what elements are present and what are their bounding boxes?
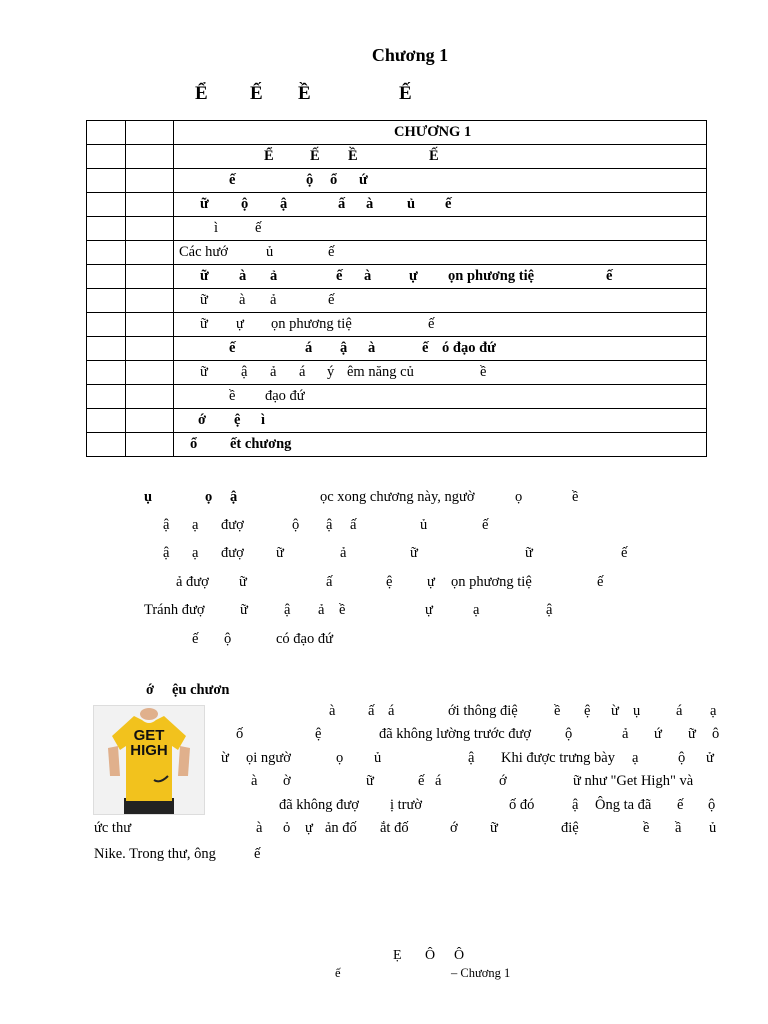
text-fragment: đã không đượ [279, 797, 359, 813]
text-fragment: ả [340, 545, 347, 561]
text-fragment: ế [621, 545, 628, 561]
toc-empty-cell [87, 289, 126, 313]
text-fragment: ản đố [325, 820, 357, 836]
text-fragment: ấ [350, 517, 357, 533]
text-fragment: ề [339, 602, 346, 618]
toc-row [87, 409, 707, 433]
toc-empty-cell [87, 361, 126, 385]
toc-text-fragment: CHƯƠNG 1 [394, 124, 472, 140]
text-fragment: đã không lường trước đượ [379, 726, 532, 742]
toc-row [87, 361, 707, 385]
toc-text-fragment: ộ [306, 172, 314, 188]
toc-empty-cell [87, 433, 126, 457]
toc-empty-cell [87, 121, 126, 145]
toc-text-fragment: ế [336, 268, 343, 284]
text-fragment: Tránh đượ [144, 602, 205, 618]
text-fragment: ạ [192, 545, 199, 561]
toc-empty-cell [87, 217, 126, 241]
text-fragment: Nike. Trong thư, ông [94, 846, 216, 862]
text-fragment: ọi ngườ [246, 750, 291, 766]
toc-entry [174, 265, 707, 289]
heading-fragment: ệu chươn [172, 682, 230, 698]
toc-text-fragment: ữ [200, 196, 209, 212]
text-fragment: ờ [283, 773, 291, 789]
text-fragment: ề [572, 489, 579, 505]
toc-entry [174, 433, 707, 457]
text-fragment: ủ [709, 820, 717, 836]
text-fragment: ớ [450, 820, 458, 836]
toc-text-fragment: ộ [241, 196, 249, 212]
toc-row [87, 169, 707, 193]
text-fragment: ớ [499, 773, 507, 789]
chapter-heading: Chương 1 [371, 45, 449, 65]
toc-text-fragment: ậ [340, 340, 348, 356]
text-fragment: ề [554, 703, 561, 719]
text-fragment: á [676, 703, 683, 719]
text-fragment: ậ [546, 602, 553, 618]
text-fragment: à [256, 820, 263, 836]
toc-row [87, 145, 707, 169]
toc-text-fragment: ủ [266, 244, 274, 260]
title-fragment: Ề [298, 83, 311, 104]
toc-text-fragment: ữ [200, 292, 208, 308]
toc-text-fragment: ứ [359, 172, 368, 188]
footer-fragment: Ô [454, 948, 465, 963]
text-fragment: ộ [708, 797, 716, 813]
text-fragment: ạ [192, 517, 199, 533]
text-fragment: ự [425, 602, 433, 618]
toc-text-fragment: ớ [198, 412, 207, 428]
text-fragment: ọc xong chương này, ngườ [320, 489, 475, 505]
toc-text-fragment: ề [229, 388, 236, 404]
toc-text-fragment: á [299, 364, 306, 380]
toc-empty-cell [87, 265, 126, 289]
text-fragment: ậ [230, 489, 238, 505]
toc-text-fragment: ệ [234, 412, 241, 428]
text-fragment: ọ [515, 489, 523, 505]
toc-text-fragment: ết chương [230, 436, 292, 452]
toc-empty-cell [126, 361, 174, 385]
text-fragment: ầ [675, 820, 682, 836]
toc-text-fragment: à [368, 340, 376, 356]
text-fragment: ế [418, 773, 425, 789]
toc-empty-cell [126, 169, 174, 193]
toc-empty-cell [126, 385, 174, 409]
toc-entry [174, 289, 707, 313]
text-fragment: ố [236, 726, 244, 742]
toc-text-fragment: á [305, 340, 313, 356]
text-fragment: ậ [468, 750, 475, 766]
toc-text-fragment: ả [270, 268, 278, 284]
toc-entry [174, 313, 707, 337]
footer-fragment: – Chương 1 [451, 966, 511, 980]
text-fragment: ế [482, 517, 489, 533]
text-fragment: ậ [284, 602, 291, 618]
toc-text-fragment: à [239, 292, 246, 308]
toc-empty-cell [126, 217, 174, 241]
toc-empty-cell [126, 289, 174, 313]
toc-entry [174, 385, 707, 409]
text-fragment: ự [305, 820, 313, 836]
toc-row [87, 385, 707, 409]
toc-empty-cell [87, 193, 126, 217]
text-fragment: ữ [276, 545, 284, 561]
title-fragment: Ế [250, 83, 263, 104]
toc-text-fragment: ả [270, 364, 277, 380]
text-fragment: ệ [386, 574, 393, 590]
toc-row [87, 337, 707, 361]
text-fragment: ế [192, 631, 199, 647]
toc-text-fragment: ự [236, 316, 244, 332]
text-fragment: ấ [368, 703, 375, 719]
toc-text-fragment: ậ [241, 364, 248, 380]
text-fragment: ọ [205, 489, 213, 505]
toc-text-fragment: à [364, 268, 372, 284]
text-fragment: ạ [710, 703, 717, 719]
toc-text-fragment: Ể [264, 148, 274, 164]
text-fragment: ự [427, 574, 435, 590]
toc-row [87, 289, 707, 313]
toc-text-fragment: ự [409, 268, 418, 284]
text-fragment: ệ [584, 703, 591, 719]
toc-row [87, 265, 707, 289]
toc-text-fragment: ổ [330, 172, 338, 188]
title-fragment: Ể [195, 83, 208, 104]
toc-text-fragment: ổ [190, 436, 198, 452]
text-fragment: ế [254, 846, 261, 862]
text-fragment: ọn phương tiệ [451, 574, 532, 590]
toc-empty-cell [87, 409, 126, 433]
text-fragment: ậ [572, 797, 579, 813]
text-fragment: ữ [490, 820, 498, 836]
text-fragment: ậ [326, 517, 333, 533]
text-fragment: đượ [221, 517, 244, 533]
text-fragment: ô [712, 726, 720, 742]
text-fragment: có đạo đứ [276, 631, 333, 647]
toc-text-fragment: ữ [200, 268, 209, 284]
text-fragment: ế [677, 797, 684, 813]
toc-text-fragment: ả [270, 292, 277, 308]
text-fragment: ụ [633, 703, 641, 719]
toc-text-fragment: ữ [200, 316, 208, 332]
toc-text-fragment: êm năng củ [347, 364, 414, 380]
toc-text-fragment: ế [422, 340, 429, 356]
text-fragment: à [251, 773, 258, 789]
text-fragment: ừ [611, 703, 619, 719]
heading-fragment: ớ [146, 682, 155, 698]
toc-empty-cell [126, 337, 174, 361]
toc-entry [174, 337, 707, 361]
text-fragment: ề [643, 820, 650, 836]
toc-row [87, 313, 707, 337]
text-fragment: ị trườ [390, 797, 423, 813]
text-fragment: ới thông điệ [448, 703, 518, 719]
toc-entry [174, 121, 707, 145]
text-fragment: ố đó [509, 797, 535, 813]
text-fragment: ả [622, 726, 629, 742]
toc-empty-cell [87, 337, 126, 361]
text-fragment: ữ [366, 773, 374, 789]
text-fragment: ữ [239, 574, 247, 590]
toc-entry [174, 169, 707, 193]
text-fragment: ữ [525, 545, 533, 561]
text-fragment: ử [706, 750, 714, 766]
text-fragment: ạ [473, 602, 480, 618]
text-fragment: ức thư [94, 820, 132, 836]
text-fragment: Ông ta đã [595, 797, 652, 813]
text-fragment: ả [318, 602, 325, 618]
toc-empty-cell [87, 385, 126, 409]
text-fragment: á [388, 703, 395, 719]
toc-empty-cell [87, 241, 126, 265]
text-fragment: ạ [632, 750, 639, 766]
footer-fragment: ế [335, 966, 341, 980]
toc-entry [174, 241, 707, 265]
text-fragment: ậ [163, 517, 170, 533]
text-fragment: đượ [221, 545, 244, 561]
toc-text-fragment: Ế [310, 148, 320, 164]
toc-text-fragment: ế [328, 244, 335, 260]
toc-text-fragment: Các hướ [179, 244, 228, 260]
footer-fragment: Ẹ [393, 948, 402, 963]
toc-text-fragment: ế [445, 196, 452, 212]
text-fragment: ừ [221, 750, 229, 766]
text-fragment: Khi được trưng bày [501, 750, 615, 766]
toc-text-fragment: ủ [407, 196, 416, 212]
toc-text-fragment: ậ [280, 196, 288, 212]
get-high-tshirt-image [93, 705, 205, 815]
toc-entry [174, 193, 707, 217]
text-fragment: ữ [240, 602, 248, 618]
toc-empty-cell [87, 313, 126, 337]
toc-row [87, 193, 707, 217]
toc-empty-cell [126, 145, 174, 169]
text-fragment: ấ [326, 574, 333, 590]
toc-empty-cell [87, 169, 126, 193]
table-of-contents [86, 120, 707, 457]
toc-empty-cell [126, 409, 174, 433]
text-fragment: ọ [336, 750, 344, 766]
toc-empty-cell [126, 241, 174, 265]
toc-row [87, 217, 707, 241]
toc-row [87, 241, 707, 265]
toc-entry [174, 217, 707, 241]
text-fragment: ủ [420, 517, 428, 533]
text-fragment: ữ như "Get High" và [573, 773, 694, 789]
toc-entry [174, 361, 707, 385]
text-fragment: ộ [292, 517, 300, 533]
toc-text-fragment: đạo đứ [265, 388, 305, 404]
toc-text-fragment: à [366, 196, 374, 212]
toc-text-fragment: ế [428, 316, 435, 332]
toc-text-fragment: ữ [200, 364, 208, 380]
toc-text-fragment: ì [261, 412, 266, 428]
toc-text-fragment: ế [255, 220, 262, 236]
toc-entry [174, 145, 707, 169]
toc-text-fragment: ấ [338, 196, 346, 212]
toc-text-fragment: ọn phương tiệ [448, 268, 535, 284]
text-fragment: ộ [565, 726, 573, 742]
text-fragment: à [329, 703, 336, 719]
text-fragment: ỏ [283, 820, 291, 836]
toc-text-fragment: ế [328, 292, 335, 308]
toc-row [87, 433, 707, 457]
footer-fragment: Ô [425, 948, 436, 963]
toc-text-fragment: Ế [429, 148, 439, 164]
toc-empty-cell [87, 145, 126, 169]
toc-empty-cell [126, 121, 174, 145]
toc-text-fragment: ọn phương tiệ [271, 316, 352, 332]
text-fragment: ậ [163, 545, 170, 561]
toc-row [87, 121, 707, 145]
text-fragment: ộ [678, 750, 686, 766]
toc-entry [174, 409, 707, 433]
toc-text-fragment: à [239, 268, 247, 284]
toc-text-fragment: ì [214, 220, 219, 236]
text-fragment: ệ [315, 726, 322, 742]
text-fragment: ả đượ [176, 574, 209, 590]
text-fragment: ụ [144, 489, 153, 505]
text-fragment: ế [597, 574, 604, 590]
text-fragment: ứ [654, 726, 662, 742]
toc-empty-cell [126, 193, 174, 217]
title-fragment: Ế [399, 83, 412, 104]
toc-text-fragment: ế [229, 172, 236, 188]
text-fragment: điệ [561, 820, 579, 836]
toc-text-fragment: Ề [348, 148, 358, 164]
toc-empty-cell [126, 313, 174, 337]
text-fragment: á [435, 773, 442, 789]
text-fragment: ắt đố [380, 820, 409, 836]
toc-empty-cell [126, 433, 174, 457]
toc-text-fragment: ế [229, 340, 236, 356]
text-fragment: ữ [688, 726, 696, 742]
toc-empty-cell [126, 265, 174, 289]
toc-text-fragment: ý [327, 364, 335, 380]
text-fragment: ủ [374, 750, 382, 766]
toc-text-fragment: ó đạo đứ [442, 340, 496, 356]
shirt-print-text: GET HIGH [130, 727, 168, 759]
toc-text-fragment: ế [606, 268, 613, 284]
text-fragment: ữ [410, 545, 418, 561]
text-fragment: ộ [224, 631, 232, 647]
toc-text-fragment: ề [480, 364, 487, 380]
